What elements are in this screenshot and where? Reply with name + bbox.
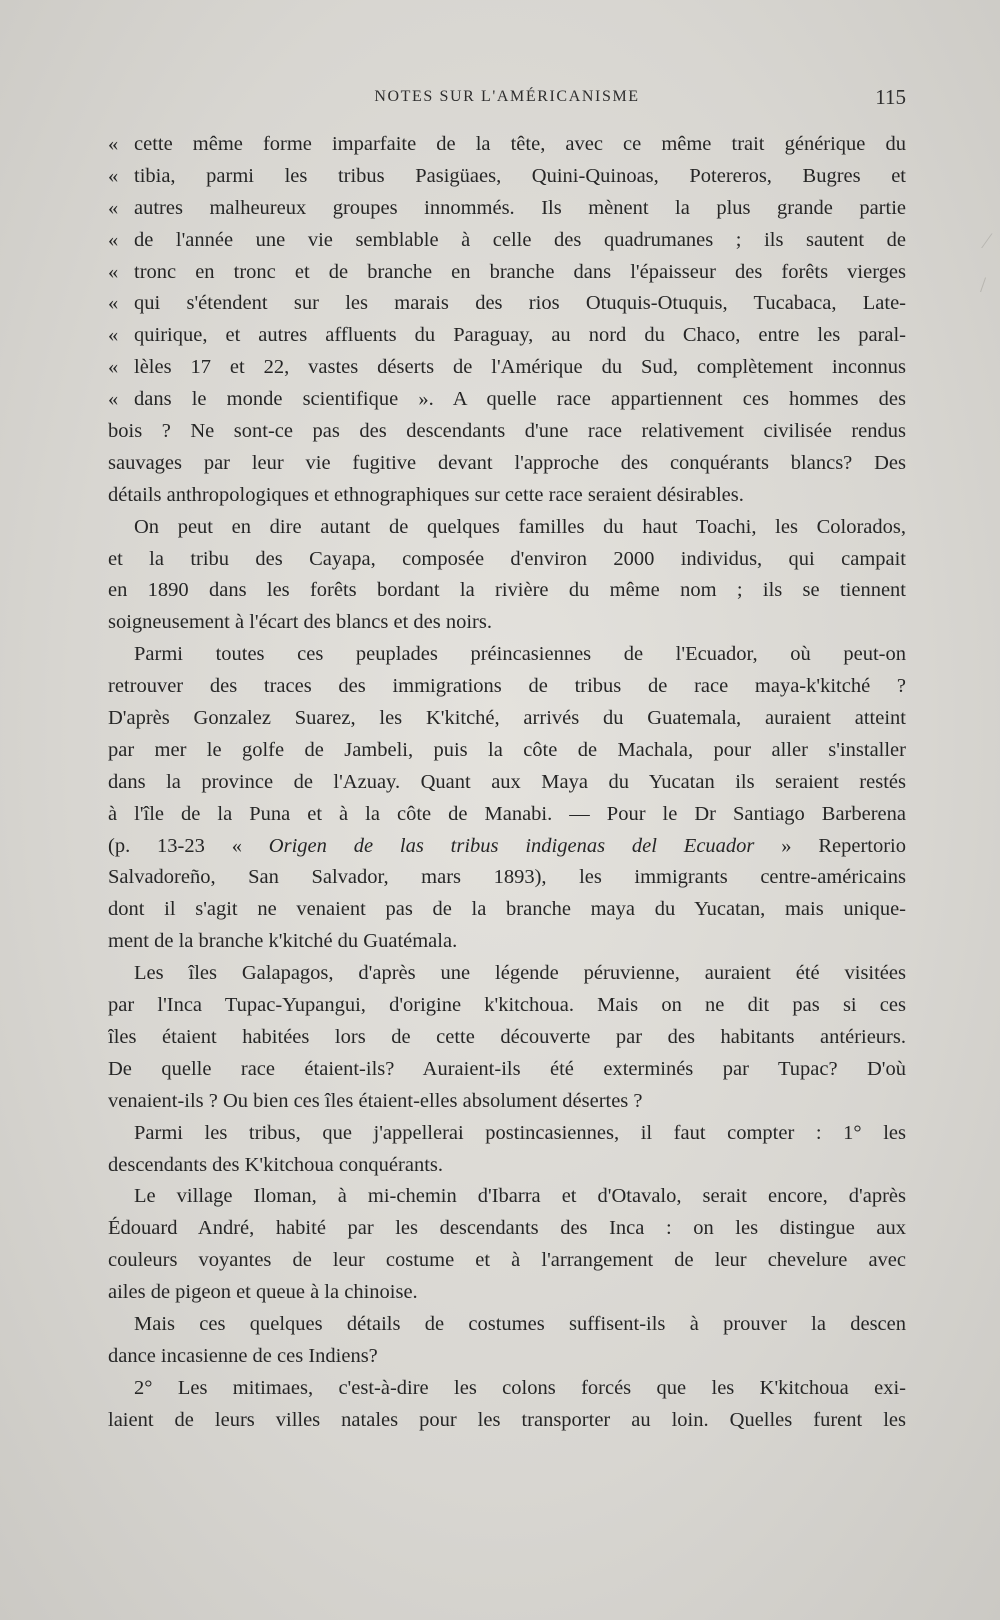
running-title: NOTES SUR L'AMÉRICANISME	[374, 88, 640, 105]
quote-mark: «	[108, 292, 119, 315]
text-line	[108, 1245, 906, 1277]
quote-mark: «	[108, 133, 119, 155]
quote-mark: «	[108, 356, 119, 379]
line-text: par mer le golfe de Jambeli, puis la côte de Machala, pour aller s'installer	[108, 738, 906, 761]
line-text: 2° Les mitimaes, c'est-à-dire les colons forcés que les K'kitchoua exi-	[134, 1376, 906, 1399]
line-text: autres malheureux groupes innommés. Ils mènent la plus grande partie	[134, 196, 906, 219]
text-line	[108, 320, 906, 352]
line-text: retrouver des traces des immigrations de tribus de race maya-k'kitché ?	[108, 675, 906, 698]
page-header	[108, 85, 906, 118]
text-line	[108, 862, 906, 894]
line-text: Mais ces quelques détails de costumes suffisent-ils à prouver la descen	[134, 1312, 906, 1335]
quote-mark: «	[108, 196, 119, 219]
line-text: de l'année une vie semblable à celle des quadrumanes ; ils sautent de	[134, 228, 906, 251]
text-line	[108, 1213, 906, 1245]
text-line	[108, 1022, 906, 1054]
text-line	[108, 1086, 906, 1118]
text-line	[108, 1118, 906, 1150]
line-text: Les îles Galapagos, d'après une légende péruvienne, auraient été visitées	[134, 962, 906, 985]
line-text: D'après Gonzalez Suarez, les K'kitché, arrivés du Guatemala, auraient atteint	[108, 707, 906, 730]
line-text: Parmi les tribus, que j'appellerai postincasiennes, il faut compter : 1° les	[134, 1121, 906, 1144]
text-line	[108, 448, 906, 480]
text-line	[108, 416, 906, 448]
line-text: îles étaient habitées lors de cette découverte par des habitants antérieurs.	[108, 1025, 906, 1048]
text-line	[108, 480, 906, 512]
line-text: dans la province de l'Azuay. Quant aux Maya du Yucatan ils seraient restés	[108, 770, 906, 793]
text-line	[108, 257, 906, 289]
line-text: ment de la branche k'kitché du Guatémala.	[108, 930, 458, 953]
line-text: soigneusement à l'écart des blancs et des noirs.	[108, 611, 492, 634]
line-text: et la tribu des Cayapa, composée d'environ 2000 individus, qui campait	[108, 547, 906, 570]
line-text: dont il s'agit ne venaient pas de la branche maya du Yucatan, mais unique-	[108, 898, 906, 921]
text-line	[108, 512, 906, 544]
line-text: sauvages par leur vie fugitive devant l'approche des conquérants blancs? Des	[108, 451, 906, 474]
line-text: » Repertorio	[754, 834, 906, 857]
text-line	[108, 352, 906, 384]
italic-title: Origen de las tribus indigenas del Ecuador	[268, 834, 755, 857]
line-text: tibia, parmi les tribus Pasigüaes, Quini-Quinoas, Potereros, Bugres et	[134, 164, 906, 187]
line-text: quirique, et autres affluents du Paraguay, au nord du Chaco, entre les paral-	[134, 324, 906, 347]
line-text: Le village Iloman, à mi-chemin d'Ibarra et d'Otavalo, serait encore, d'après	[134, 1185, 906, 1208]
text-line	[108, 958, 906, 990]
line-text: Salvadoreño, San Salvador, mars 1893), les immigrants centre-américains	[108, 866, 906, 889]
line-text: descendants des K'kitchoua conquérants.	[108, 1153, 444, 1176]
margin-mark: /	[980, 272, 987, 297]
margin-mark: ⁄	[985, 228, 989, 253]
text-line	[108, 1150, 906, 1182]
text-line	[108, 894, 906, 926]
text-line	[108, 799, 906, 831]
text-line	[108, 1277, 906, 1309]
line-text: cette même forme imparfaite de la tête, avec ce même trait générique du	[134, 133, 906, 155]
text-line	[108, 703, 906, 735]
line-text: à l'île de la Puna et à la côte de Manabi. — Pour le Dr Santiago Barberena	[108, 802, 906, 825]
quote-mark: «	[108, 228, 119, 251]
text-line	[108, 735, 906, 767]
quote-mark: «	[108, 164, 119, 187]
quote-mark: «	[108, 324, 119, 347]
text-line	[108, 926, 906, 958]
quote-mark: «	[108, 260, 119, 283]
text-line	[108, 671, 906, 703]
text-line	[108, 544, 906, 576]
line-text: détails anthropologiques et ethnographiques sur cette race seraient désirables.	[108, 483, 744, 506]
text-line	[108, 639, 906, 671]
quote-mark: «	[108, 388, 119, 411]
line-text: couleurs voyantes de leur costume et à l'arrangement de leur chevelure avec	[108, 1249, 906, 1272]
line-text: en 1890 dans les forêts bordant la rivière du même nom ; ils se tiennent	[108, 579, 906, 602]
text-line	[108, 129, 906, 161]
line-text: Édouard André, habité par les descendants des Inca : on les distingue aux	[108, 1217, 906, 1240]
line-text: Parmi toutes ces peuplades préincasiennes de l'Ecuador, où peut-on	[134, 643, 906, 666]
text-line	[108, 161, 906, 193]
body-text	[108, 129, 906, 1437]
line-text: ailes de pigeon et queue à la chinoise.	[108, 1281, 418, 1304]
line-text: dans le monde scientifique ». A quelle race appartiennent ces hommes des	[134, 388, 906, 411]
text-line	[108, 384, 906, 416]
page-number: 115	[875, 85, 906, 109]
text-line	[108, 225, 906, 257]
text-line	[108, 575, 906, 607]
line-text: par l'Inca Tupac-Yupangui, d'origine k'kitchoua. Mais on ne dit pas si ces	[108, 994, 906, 1017]
line-text: dance incasienne de ces Indiens?	[108, 1344, 378, 1367]
line-text: qui s'étendent sur les marais des rios Otuquis-Otuquis, Tucabaca, Late-	[134, 292, 906, 315]
text-line	[108, 990, 906, 1022]
line-text: (p. 13-23 «	[108, 834, 269, 857]
line-text: laient de leurs villes natales pour les transporter au loin. Quelles furent les	[108, 1408, 906, 1431]
line-text: De quelle race étaient-ils? Auraient-ils été exterminés par Tupac? D'où	[108, 1057, 906, 1080]
text-line	[108, 607, 906, 639]
text-line	[108, 1341, 906, 1373]
text-line	[108, 831, 906, 863]
text-line	[108, 767, 906, 799]
line-text: lèles 17 et 22, vastes déserts de l'Amérique du Sud, complètement inconnus	[134, 356, 906, 379]
line-text: bois ? Ne sont-ce pas des descendants d'une race relativement civilisée rendus	[108, 420, 906, 443]
text-line	[108, 1405, 906, 1437]
text-line	[108, 288, 906, 320]
text-line	[108, 1309, 906, 1341]
line-text: tronc en tronc et de branche en branche dans l'épaisseur des forêts vierges	[134, 260, 906, 283]
text-line	[108, 1373, 906, 1405]
line-text: On peut en dire autant de quelques familles du haut Toachi, les Colorados,	[134, 515, 906, 538]
text-line	[108, 193, 906, 225]
text-line	[108, 1181, 906, 1213]
text-line	[108, 1054, 906, 1086]
line-text: venaient-ils ? Ou bien ces îles étaient-elles absolument désertes ?	[108, 1089, 643, 1112]
